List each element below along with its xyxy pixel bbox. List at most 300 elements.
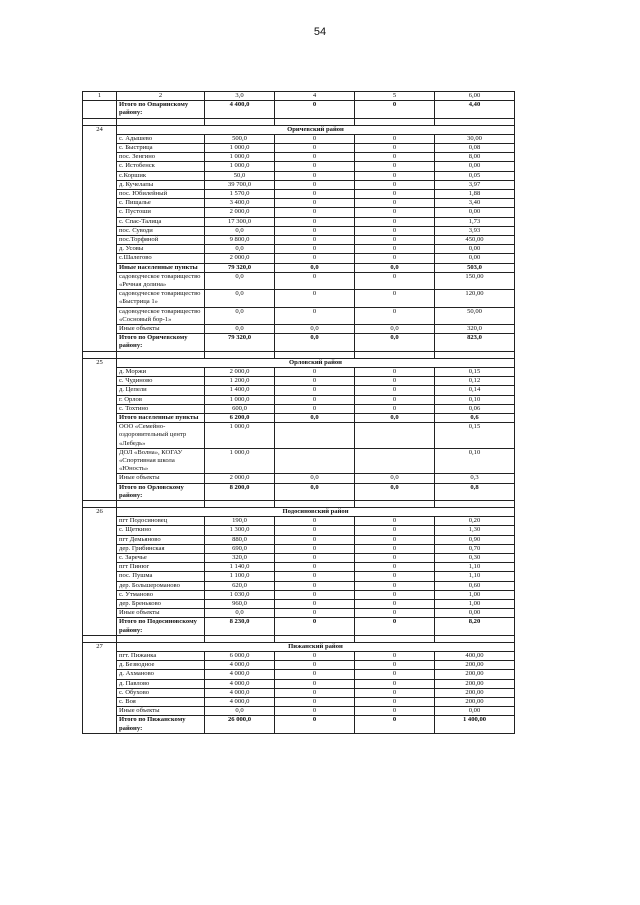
header-cell: 4 — [275, 92, 355, 101]
value-cell: 0 — [355, 199, 435, 208]
value-cell: 0 — [355, 190, 435, 199]
value-cell: 0,00 — [435, 162, 515, 171]
value-cell: 960,0 — [205, 599, 275, 608]
value-cell: 6 000,0 — [205, 651, 275, 660]
value-cell: 0 — [355, 180, 435, 189]
value-cell: 9 800,0 — [205, 236, 275, 245]
value-cell: 0 — [355, 553, 435, 562]
settlement-cell: Итого по Орловскому району: — [117, 483, 205, 500]
row-number-cell — [83, 679, 117, 688]
table-row — [83, 581, 515, 590]
value-cell: 0 — [355, 609, 435, 618]
row-number-cell — [83, 563, 117, 572]
value-cell: 0 — [275, 698, 355, 707]
value-cell: 0 — [355, 590, 435, 599]
row-number-cell — [83, 171, 117, 180]
settlement-cell: с. Заречье — [117, 553, 205, 562]
value-cell: 0,0 — [355, 334, 435, 351]
row-number-cell — [83, 544, 117, 553]
settlement-cell: с. Тохтино — [117, 404, 205, 413]
table-row — [83, 572, 515, 581]
settlement-cell: с. Спас-Талица — [117, 217, 205, 226]
spacer-cell — [435, 351, 515, 358]
value-cell: 0,0 — [205, 609, 275, 618]
value-cell: 79 320,0 — [205, 334, 275, 351]
district-header-row — [83, 642, 515, 651]
row-number-cell — [83, 144, 117, 153]
value-cell: 1,00 — [435, 590, 515, 599]
value-cell: 0 — [275, 180, 355, 189]
settlement-cell: Итого по Подосиновскому району: — [117, 618, 205, 635]
value-cell: 0,15 — [435, 423, 515, 449]
row-number-cell — [83, 395, 117, 404]
value-cell: 0 — [275, 190, 355, 199]
row-number-cell — [83, 716, 117, 733]
value-cell: 0 — [355, 679, 435, 688]
settlement-cell: Иные объекты — [117, 707, 205, 716]
table-row — [83, 517, 515, 526]
value-cell: 1,88 — [435, 190, 515, 199]
table-row — [83, 413, 515, 422]
value-cell: 8 200,0 — [205, 483, 275, 500]
value-cell: 0 — [355, 707, 435, 716]
value-cell: 0 — [275, 544, 355, 553]
spacer-cell — [275, 500, 355, 507]
spacer-cell — [117, 635, 205, 642]
spacer-cell — [435, 500, 515, 507]
value-cell: 200,00 — [435, 661, 515, 670]
value-cell: 0 — [275, 153, 355, 162]
row-number-cell — [83, 404, 117, 413]
value-cell: 0 — [355, 254, 435, 263]
value-cell: 200,00 — [435, 698, 515, 707]
district-name-cell: Подосиновский район — [117, 507, 515, 516]
value-cell: 0,15 — [435, 367, 515, 376]
value-cell: 0 — [355, 217, 435, 226]
row-number-cell — [83, 208, 117, 217]
district-header-row — [83, 125, 515, 134]
district-name-cell: Пижанский район — [117, 642, 515, 651]
value-cell: 0 — [275, 651, 355, 660]
value-cell: 0 — [355, 307, 435, 324]
value-cell: 0,0 — [205, 325, 275, 334]
value-cell: 0 — [355, 698, 435, 707]
value-cell: 0 — [275, 254, 355, 263]
spacer-cell — [355, 635, 435, 642]
settlement-cell: пос. Суводи — [117, 226, 205, 235]
spacer-row — [83, 118, 515, 125]
value-cell: 690,0 — [205, 544, 275, 553]
settlement-cell: с. Обухово — [117, 688, 205, 697]
value-cell: 0 — [275, 307, 355, 324]
table-row — [83, 474, 515, 483]
table-row — [83, 609, 515, 618]
settlement-cell: с. Быстрица — [117, 144, 205, 153]
value-cell: 0 — [355, 272, 435, 289]
district-name-cell: Оричевский район — [117, 125, 515, 134]
value-cell: 1,10 — [435, 563, 515, 572]
settlement-cell: дер. Бреньково — [117, 599, 205, 608]
table-row — [83, 199, 515, 208]
value-cell: 26 000,0 — [205, 716, 275, 733]
value-cell: 1,30 — [435, 526, 515, 535]
settlement-cell: Иные объекты — [117, 325, 205, 334]
value-cell: 6 200,0 — [205, 413, 275, 422]
value-cell: 0 — [355, 386, 435, 395]
table-row — [83, 208, 515, 217]
value-cell: 1 570,0 — [205, 190, 275, 199]
value-cell: 1 000,0 — [205, 423, 275, 449]
table-row — [83, 367, 515, 376]
value-cell: 0 — [355, 153, 435, 162]
settlement-cell: садоводческое товарищество «Речная долина» — [117, 272, 205, 289]
row-number-cell — [83, 377, 117, 386]
table-row — [83, 272, 515, 289]
row-number-cell — [83, 134, 117, 143]
table-row — [83, 707, 515, 716]
row-number-cell — [83, 517, 117, 526]
row-number-cell — [83, 325, 117, 334]
value-cell: 0,00 — [435, 707, 515, 716]
table-row — [83, 590, 515, 599]
value-cell: 0,06 — [435, 404, 515, 413]
value-cell: 0,30 — [435, 553, 515, 562]
settlement-cell: д. Павлово — [117, 679, 205, 688]
value-cell: 190,0 — [205, 517, 275, 526]
spacer-cell — [83, 635, 117, 642]
value-cell: 1,73 — [435, 217, 515, 226]
value-cell: 1,00 — [435, 599, 515, 608]
settlement-cell: пгт Пинюг — [117, 563, 205, 572]
value-cell: 0 — [355, 144, 435, 153]
table-row — [83, 563, 515, 572]
header-cell: 6,00 — [435, 92, 515, 101]
row-number-cell — [83, 609, 117, 618]
value-cell: 823,0 — [435, 334, 515, 351]
table-row — [83, 544, 515, 553]
row-number-cell — [83, 386, 117, 395]
spacer-cell — [205, 500, 275, 507]
value-cell: 30,00 — [435, 134, 515, 143]
value-cell: 1 000,0 — [205, 162, 275, 171]
value-cell: 4 000,0 — [205, 698, 275, 707]
page-number: 54 — [313, 26, 327, 38]
row-number-cell — [83, 590, 117, 599]
settlement-cell: с. Воя — [117, 698, 205, 707]
value-cell: 3,93 — [435, 226, 515, 235]
value-cell: 0 — [275, 609, 355, 618]
row-number-cell — [83, 670, 117, 679]
table-row — [83, 679, 515, 688]
row-number-cell — [83, 245, 117, 254]
value-cell: 1 300,0 — [205, 526, 275, 535]
row-number-cell — [83, 254, 117, 263]
value-cell: 450,00 — [435, 236, 515, 245]
value-cell: 600,0 — [205, 404, 275, 413]
value-cell: 0,10 — [435, 448, 515, 474]
row-number-cell — [83, 101, 117, 118]
value-cell: 0,0 — [205, 272, 275, 289]
district-name-cell: Орловский район — [117, 358, 515, 367]
row-number-cell — [83, 236, 117, 245]
settlement-cell: д. Цепели — [117, 386, 205, 395]
settlement-cell: садоводческое товарищество «Сосновый бор-1» — [117, 307, 205, 324]
spacer-cell — [83, 351, 117, 358]
table-row — [83, 698, 515, 707]
table-row — [83, 153, 515, 162]
table-row — [83, 535, 515, 544]
value-cell: 0,00 — [435, 254, 515, 263]
settlement-cell: пос.Торфяной — [117, 236, 205, 245]
value-cell: 0 — [355, 517, 435, 526]
row-number-cell — [83, 535, 117, 544]
header-cell: 2 — [117, 92, 205, 101]
row-number-cell — [83, 367, 117, 376]
row-number-cell — [83, 553, 117, 562]
settlement-cell: д. Усовы — [117, 245, 205, 254]
table-row — [83, 651, 515, 660]
value-cell: 3,40 — [435, 199, 515, 208]
value-cell: 0 — [275, 572, 355, 581]
table-row — [83, 395, 515, 404]
value-cell: 500,0 — [205, 134, 275, 143]
value-cell: 0 — [355, 162, 435, 171]
value-cell: 8,00 — [435, 153, 515, 162]
table-row — [83, 171, 515, 180]
value-cell: 0 — [355, 208, 435, 217]
table-row — [83, 180, 515, 189]
district-total-row — [83, 618, 515, 635]
table-row — [83, 448, 515, 474]
value-cell: 0,0 — [205, 226, 275, 235]
row-number-cell — [83, 199, 117, 208]
settlement-cell: Иные объекты — [117, 474, 205, 483]
spacer-cell — [83, 500, 117, 507]
spacer-cell — [355, 500, 435, 507]
value-cell: 0 — [355, 581, 435, 590]
table-row — [83, 386, 515, 395]
settlement-cell: пос. Пушма — [117, 572, 205, 581]
value-cell: 4,40 — [435, 101, 515, 118]
value-cell: 0,0 — [205, 245, 275, 254]
value-cell: 0 — [275, 716, 355, 733]
value-cell: 0 — [275, 162, 355, 171]
value-cell: 0 — [275, 590, 355, 599]
value-cell: 0 — [275, 404, 355, 413]
settlement-cell: Иные объекты — [117, 609, 205, 618]
settlement-cell: д. Ахманово — [117, 670, 205, 679]
value-cell: 400,00 — [435, 651, 515, 660]
value-cell: 0,3 — [435, 474, 515, 483]
value-cell: 0,05 — [435, 171, 515, 180]
value-cell: 2 000,0 — [205, 208, 275, 217]
settlement-cell: Итого по Опаринскому району: — [117, 101, 205, 118]
settlement-cell: г. Орлов — [117, 395, 205, 404]
value-cell: 0 — [275, 517, 355, 526]
value-cell: 880,0 — [205, 535, 275, 544]
row-number-cell — [83, 217, 117, 226]
value-cell: 0,00 — [435, 609, 515, 618]
value-cell: 0,08 — [435, 144, 515, 153]
settlement-cell: д. Безводное — [117, 661, 205, 670]
row-number-cell — [83, 698, 117, 707]
row-number-cell — [83, 581, 117, 590]
value-cell: 0 — [355, 245, 435, 254]
value-cell: 1 200,0 — [205, 377, 275, 386]
value-cell: 1 000,0 — [205, 144, 275, 153]
value-cell: 0,90 — [435, 535, 515, 544]
row-number-cell — [83, 307, 117, 324]
value-cell — [275, 448, 355, 474]
settlement-cell: Итого по Пижанскому району: — [117, 716, 205, 733]
table-row — [83, 325, 515, 334]
value-cell: 0,0 — [275, 413, 355, 422]
district-header-row — [83, 507, 515, 516]
value-cell: 2 000,0 — [205, 367, 275, 376]
value-cell: 0 — [275, 101, 355, 118]
value-cell: 39 700,0 — [205, 180, 275, 189]
value-cell: 3,97 — [435, 180, 515, 189]
table-row — [83, 217, 515, 226]
settlement-cell: Итого по Оричевскому району: — [117, 334, 205, 351]
value-cell: 0 — [275, 581, 355, 590]
value-cell: 0 — [355, 171, 435, 180]
table-row — [83, 553, 515, 562]
row-number-cell — [83, 448, 117, 474]
settlement-cell: с. Пустоши — [117, 208, 205, 217]
value-cell: 0 — [275, 707, 355, 716]
table-row — [83, 307, 515, 324]
value-cell: 79 320,0 — [205, 263, 275, 272]
value-cell: 0 — [355, 395, 435, 404]
settlement-cell: пос. Юбилейный — [117, 190, 205, 199]
row-number-cell — [83, 707, 117, 716]
spacer-cell — [117, 500, 205, 507]
value-cell: 0,0 — [275, 483, 355, 500]
spacer-row — [83, 351, 515, 358]
settlement-cell: дер. Большероманово — [117, 581, 205, 590]
value-cell: 0,00 — [435, 208, 515, 217]
value-cell: 4 000,0 — [205, 661, 275, 670]
value-cell: 0 — [355, 716, 435, 733]
value-cell: 0,0 — [275, 325, 355, 334]
value-cell: 1 000,0 — [205, 448, 275, 474]
header-cell: 3,0 — [205, 92, 275, 101]
settlement-cell: с. Пищалье — [117, 199, 205, 208]
value-cell: 0,0 — [355, 483, 435, 500]
value-cell: 0 — [275, 679, 355, 688]
value-cell: 1 400,0 — [205, 386, 275, 395]
value-cell: 1 400,00 — [435, 716, 515, 733]
value-cell: 0,00 — [435, 245, 515, 254]
row-number-cell — [83, 572, 117, 581]
row-number-cell — [83, 618, 117, 635]
settlement-cell: ООО «Семейно-оздоровительный центр «Лебедь» — [117, 423, 205, 449]
value-cell: 0,0 — [275, 474, 355, 483]
value-cell: 0 — [355, 236, 435, 245]
settlement-cell: с. Истобенск — [117, 162, 205, 171]
value-cell: 200,00 — [435, 670, 515, 679]
value-cell: 620,0 — [205, 581, 275, 590]
value-cell — [355, 423, 435, 449]
value-cell: 0 — [355, 101, 435, 118]
value-cell: 0 — [275, 377, 355, 386]
value-cell: 0 — [355, 661, 435, 670]
value-cell: 2 000,0 — [205, 254, 275, 263]
district-number-cell: 25 — [83, 358, 117, 367]
value-cell: 0,12 — [435, 377, 515, 386]
district-number-cell: 27 — [83, 642, 117, 651]
table-row — [83, 226, 515, 235]
settlement-cell: д. Кучелапы — [117, 180, 205, 189]
value-cell: 0 — [275, 290, 355, 307]
value-cell: 0 — [275, 688, 355, 697]
settlement-cell: пгт. Пижанка — [117, 651, 205, 660]
settlement-cell: садоводческое товарищество «Быстрица 1» — [117, 290, 205, 307]
table-row — [83, 263, 515, 272]
settlement-cell: с. Адышево — [117, 134, 205, 143]
settlement-cell: д. Моржи — [117, 367, 205, 376]
value-cell: 0,0 — [205, 307, 275, 324]
spacer-cell — [205, 351, 275, 358]
value-cell: 0 — [355, 535, 435, 544]
settlement-cell: с.Коршик — [117, 171, 205, 180]
value-cell: 0 — [355, 618, 435, 635]
value-cell: 0 — [355, 572, 435, 581]
spacer-cell — [435, 635, 515, 642]
row-number-cell — [83, 526, 117, 535]
settlement-cell: с. Чудиново — [117, 377, 205, 386]
settlement-cell: ДОЛ «Волна», КОГАУ «Спортивная школа «Юность» — [117, 448, 205, 474]
header-cell: 5 — [355, 92, 435, 101]
table-row — [83, 144, 515, 153]
value-cell: 200,00 — [435, 688, 515, 697]
row-number-cell — [83, 413, 117, 422]
value-cell — [275, 423, 355, 449]
value-cell: 0 — [355, 226, 435, 235]
table-body — [83, 92, 515, 734]
value-cell: 0 — [355, 290, 435, 307]
value-cell: 0 — [355, 599, 435, 608]
value-cell: 0 — [275, 134, 355, 143]
value-cell: 150,00 — [435, 272, 515, 289]
value-cell: 200,00 — [435, 679, 515, 688]
value-cell: 0 — [275, 553, 355, 562]
value-cell: 0 — [355, 670, 435, 679]
settlement-cell: с. Утманово — [117, 590, 205, 599]
table-row — [83, 404, 515, 413]
row-number-cell — [83, 474, 117, 483]
row-number-cell — [83, 334, 117, 351]
district-total-row — [83, 716, 515, 733]
value-cell: 0,0 — [355, 474, 435, 483]
value-cell: 0 — [355, 651, 435, 660]
spacer-cell — [205, 635, 275, 642]
row-number-cell — [83, 263, 117, 272]
value-cell: 1 140,0 — [205, 563, 275, 572]
row-number-cell — [83, 226, 117, 235]
table-row — [83, 245, 515, 254]
spacer-cell — [117, 351, 205, 358]
value-cell: 0 — [355, 526, 435, 535]
table-row — [83, 526, 515, 535]
row-number-cell — [83, 423, 117, 449]
value-cell: 0 — [275, 226, 355, 235]
row-number-cell — [83, 661, 117, 670]
value-cell: 120,00 — [435, 290, 515, 307]
value-cell: 0 — [275, 236, 355, 245]
value-cell: 503,0 — [435, 263, 515, 272]
